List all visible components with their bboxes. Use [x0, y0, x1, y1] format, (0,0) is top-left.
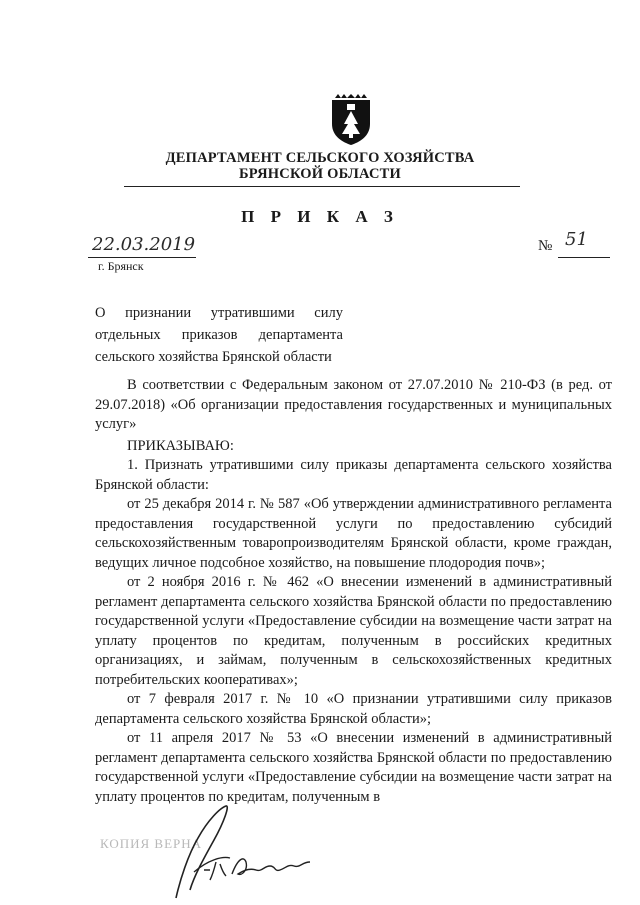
body-paragraph: от 7 февраля 2017 г. № 10 «О признании утратившими силу приказов департамента сельского хозяйства Брянской области»; — [95, 691, 612, 727]
date-underline — [88, 257, 196, 258]
subject-line: отдельных приказов департамента — [95, 327, 343, 343]
body-paragraph: 1. Признать утратившими силу приказы департамента сельского хозяйства Брянской области: — [95, 457, 612, 493]
number-underline — [558, 257, 610, 258]
body-paragraph: от 25 декабря 2014 г. № 587 «Об утверждении административного регламента предоставления государственной услуги по предоставлению субсидий сельскохозяйственным товаропроизводителям Брянской области, кроме граждан, ведущих личное подсобное хозяйство, на повышение плодородия почв»; — [95, 496, 612, 571]
department-name-line1: ДЕПАРТАМЕНТ СЕЛЬСКОГО ХОЗЯЙСТВА — [165, 150, 475, 166]
document-title: П Р И К А З — [241, 207, 399, 226]
order-number: 51 — [565, 229, 588, 250]
body-paragraph: от 2 ноября 2016 г. № 462 «О внесении изменений в административный регламент департамента сельского хозяйства Брянской области по предоставлению государственной услуги «Предоставление субсидии на возмещение части затрат на уплату процентов по кредитам, полученным в российских кредитных организациях, и займам, полученным в сельскохозяйственных кредитных потребительских кооперативах»; — [95, 574, 612, 688]
order-body — [95, 376, 612, 807]
header-divider — [124, 186, 520, 187]
order-subject — [95, 302, 343, 368]
handwritten-signature — [98, 800, 338, 900]
body-paragraph-order-word: ПРИКАЗЫВАЮ: — [127, 437, 234, 454]
department-name-line2: БРЯНСКОЙ ОБЛАСТИ — [239, 166, 401, 182]
body-paragraph: В соответствии с Федеральным законом от 27.07.2010 № 210-ФЗ (в ред. от 29.07.2018) «Об организации предоставления государственных и муниципальных услуг» — [95, 377, 612, 432]
order-number-label: № — [538, 238, 553, 254]
copy-stamp: КОПИЯ ВЕРНА — [100, 836, 203, 851]
order-date: 22.03.2019 — [92, 234, 196, 255]
bryansk-coat-of-arms-icon — [328, 94, 374, 146]
subject-line: О признании утратившими силу — [95, 305, 343, 321]
order-city: г. Брянск — [98, 259, 144, 273]
body-paragraph: от 11 апреля 2017 № 53 «О внесении изменений в административный регламент департамента сельского хозяйства Брянской области по предоставлению государственной услуги «Предоставление субсидии на возмещение части затрат на уплату процентов по кредитам, полученным в — [95, 730, 612, 805]
subject-line: сельского хозяйства Брянской области — [95, 349, 332, 365]
